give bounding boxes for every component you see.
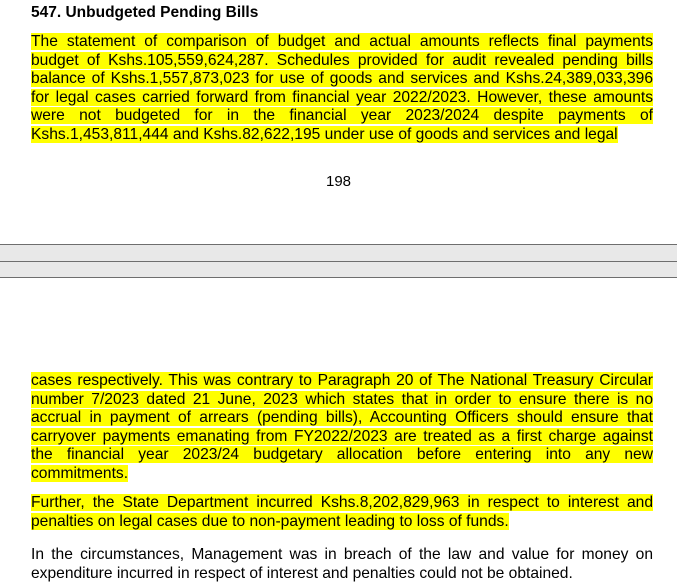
highlighted-text (31, 33, 653, 143)
paragraph-line: budget of Kshs.105,559,624,287. Schedules provided for audit revealed pending bills (31, 51, 653, 69)
paragraph-line: expenditure incurred in respect of interest and penalties could not be obtained. (31, 564, 573, 582)
paragraph-line: the financial year 2023/24 budgetary allocation before entering into any new (31, 446, 653, 464)
section-heading: 547. Unbudgeted Pending Bills (31, 4, 259, 21)
paragraph-line: for legal cases carried forward from financial year 2022/2023. However, these amounts (31, 88, 653, 106)
separator-line (0, 261, 677, 262)
document-page-next (0, 278, 677, 586)
paragraph-line: Further, the State Department incurred Kshs.8,202,829,963 in respect to interest and (31, 494, 653, 511)
conclusion-paragraph (31, 546, 653, 583)
highlighted-text (31, 494, 653, 530)
continuation-paragraph (31, 372, 653, 484)
paragraph-line: balance of Kshs.1,557,873,023 for use of goods and services and Kshs.24,389,033,396 (31, 70, 653, 88)
page-break-separator (0, 244, 677, 278)
paragraph-line: were not budgeted for in the financial year 2023/2024 despite payments of (31, 107, 653, 125)
paragraph-line: The statement of comparison of budget and actual amounts reflects final payments (31, 33, 653, 50)
page-number: 198 (325, 173, 352, 190)
document-page-198 (0, 0, 677, 244)
pending-bills-paragraph (31, 33, 653, 145)
paragraph-line: number 7/2023 dated 21 June, 2023 which states that in order to ensure there is no (31, 390, 653, 408)
paragraph-line: carryover payments emanating from FY2022/2023 are treated as a first charge against (31, 427, 653, 445)
paragraph-line: accrual in payment of arrears (pending bills), Accounting Officers should ensure that (31, 409, 653, 427)
paragraph-line: Kshs.1,453,811,444 and Kshs.82,622,195 under use of goods and services and legal (31, 125, 618, 143)
highlighted-text (31, 372, 653, 482)
paragraph-line: penalties on legal cases due to non-payment leading to loss of funds. (31, 512, 509, 530)
interest-penalties-paragraph (31, 494, 653, 531)
paragraph-line: cases respectively. This was contrary to Paragraph 20 of The National Treasury Circular (31, 372, 653, 389)
paragraph-line: In the circumstances, Management was in breach of the law and value for money on (31, 546, 653, 563)
paragraph-line: commitments. (31, 464, 129, 482)
